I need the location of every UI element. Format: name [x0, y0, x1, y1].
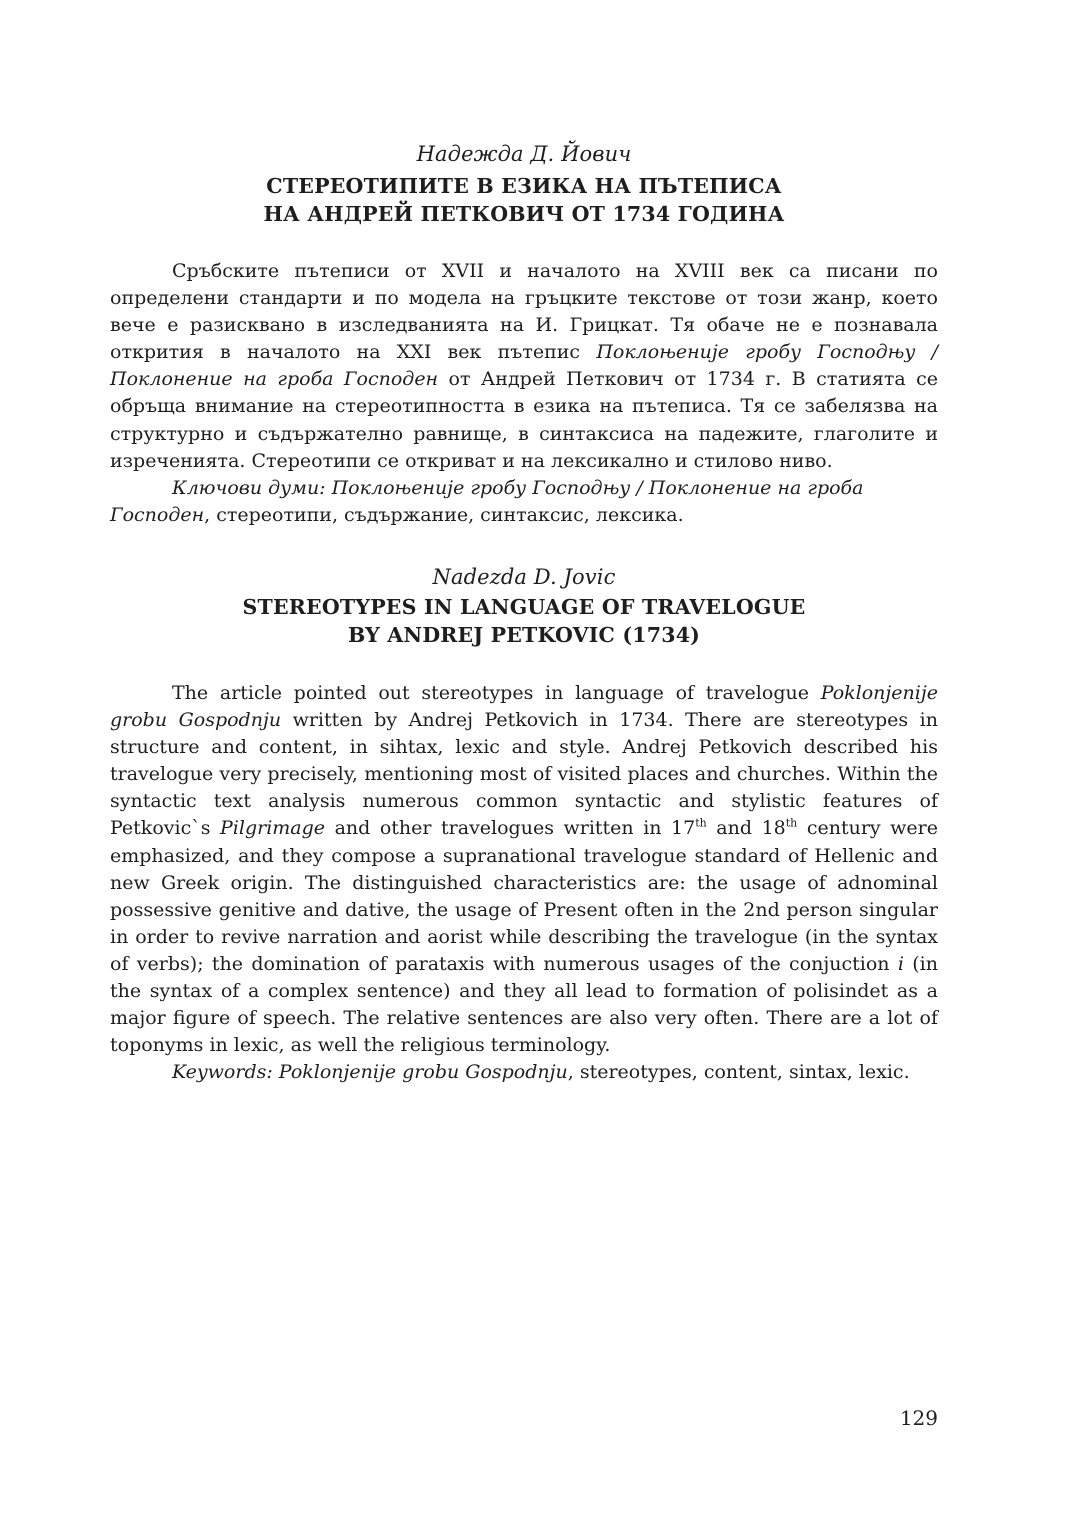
keywords-bg-label: Ключови думи: Поклоњеније гробу Господњу / Поклонение на гроба Господен	[110, 476, 864, 526]
abstract-bg-text-2: от Андрей Петкович от 1734 г. В статията се обръща внимание на стереотипността в езика на пътеписа. Тя се забелязва на структурно и съдържателно равнище, в синтаксиса на падежите, глаголите и изреченията. Стереотипи се откриват и на лексикално и стилово ниво.	[110, 368, 938, 472]
abstract-en-paragraph	[110, 680, 938, 1059]
abstract-en-pilgrimage: Pilgrimage	[220, 817, 326, 840]
abstract-en-text-1: The article pointed out stereotypes in language of travelogue	[172, 682, 821, 704]
keywords-bg	[110, 475, 938, 529]
abstract-bg-work-title: Поклоњеније гробу Господњу / Поклонение на гроба Господен	[110, 341, 939, 391]
page-number: 129	[899, 1406, 938, 1430]
abstract-en-conjunction: i	[897, 952, 904, 975]
keywords-en	[110, 1059, 938, 1086]
keywords-en-label: Keywords: Poklonjenije grobu Gospodnju	[172, 1061, 568, 1084]
abstract-en-text-6: (in the syntax of a complex sentence) and they all lead to formation of polisindet as a major figure of speech. The relative sentences are also very often. There are a lot of toponyms in lexic, as well the religious terminology.	[110, 952, 938, 1057]
author-bg: Надежда Д. Йович	[416, 142, 632, 166]
keywords-bg-list: , стереотипи, съдържание, синтаксис, лексика.	[204, 503, 684, 526]
ordinal-suffix-2: th	[785, 817, 798, 831]
title-en-line1: STEREOTYPES IN LANGUAGE OF TRAVELOGUE	[242, 595, 806, 619]
abstract-en-text-5: century were emphasized, and they compose a supranational travelogue standard of Hellenic and new Greek origin. The distinguished characteristics are: the usage of adnominal possessive genitive and dative, the usage of Present often in the 2nd person singular in order to revive narration and aorist while describing the travelogue (in the syntax of verbs); the domination of parataxis with numerous usages of the conjuction	[110, 817, 939, 975]
keywords-en-list: , stereotypes, content, sintax, lexic.	[567, 1061, 910, 1084]
abstract-bg	[110, 258, 938, 529]
abstract-en-text-3: and other travelogues written in 17	[325, 817, 696, 840]
author-en: Nadezda D. Jovic	[432, 565, 616, 589]
abstract-en-text-4: and 18	[706, 817, 786, 840]
abstract-en	[110, 680, 938, 1086]
abstract-en-work-title: Poklonjenije grobu Gospodnju	[110, 682, 938, 732]
title-en-line2: BY ANDREJ PETKOVIC (1734)	[347, 623, 701, 647]
title-bg-line1: СТЕРЕОТИПИТЕ В ЕЗИКА НА ПЪТЕПИСА	[266, 174, 782, 198]
ordinal-suffix-1: th	[695, 817, 707, 831]
abstract-en-text-2: written by Andrej Petkovich in 1734. There are stereotypes in structure and content, in sihtax, lexic and style. Andrej Petkovich described his travelogue very precisely, mentioning most of visited places and churches. Within the syntactic text analysis numerous common syntactic and stylistic features of Petkovic`s	[110, 709, 938, 840]
abstract-bg-paragraph	[110, 258, 938, 475]
title-bg-line2: НА АНДРЕЙ ПЕТКОВИЧ ОТ 1734 ГОДИНА	[263, 202, 785, 226]
abstract-bg-text-1: Сръбските пътеписи от XVII и началото на XVIII век са писани по определени стандарти и по модела на гръцките текстове от този жанр, което вече е разисквано в изследванията на И. Грицкат. Тя обаче не е познавала открития в началото на XXI век пътепис	[110, 260, 938, 364]
page	[110, 0, 938, 1534]
